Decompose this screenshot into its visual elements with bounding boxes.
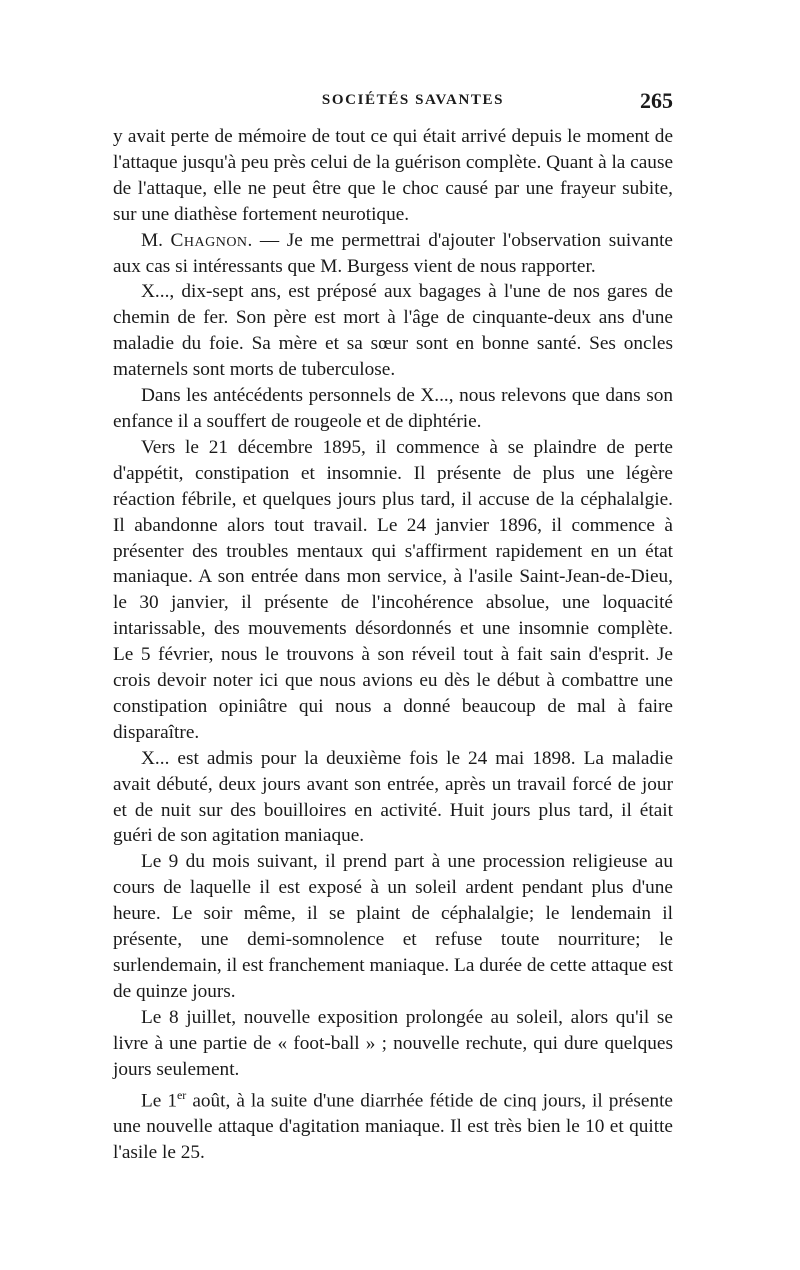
running-title: SOCIÉTÉS SAVANTES <box>321 92 505 108</box>
speaker-prefix: M. <box>141 229 171 251</box>
paragraph-6: X... est admis pour la deuxième fois le 24 mai 1898. La maladie avait débuté, deux jours avant son entrée, après un travail forcé de jour et de nuit sur des bouilloires en activité. Huit jours plus tard, il était guéri de son agitation maniaque. <box>113 747 673 847</box>
paragraph-8: Le 8 juillet, nouvelle exposition prolongée au soleil, alors qu'il se livre à une partie de « foot-ball » ; nouvelle rechute, qui dure quelques jours seulement. <box>113 1006 673 1080</box>
paragraph-2 <box>113 228 673 280</box>
paragraph-5: Vers le 21 décembre 1895, il commence à se plaindre de perte d'appétit, constipation et insomnie. Il présente de plus une légère réaction fébrile, et quelques jours plus tard, il accuse de la céphalalgie. Il abandonne alors tout travail. Le 24 janvier 1896, il commence à présenter des troubles mentaux qui s'affirment rapidement en un état maniaque. A son entrée dans mon service, à l'asile Saint-Jean-de-Dieu, le 30 janvier, il présente de l'incohérence absolue, une loquacité intarissable, des mouvements désordonnés et une insomnie complète. Le 5 février, nous le trouvons à son réveil tout à fait sain d'esprit. Je crois devoir noter ici que nous avions eu dès le début à combattre une constipation opiniâtre qui nous a donné beaucoup de mal à faire disparaître. <box>113 436 673 743</box>
paragraph-7: Le 9 du mois suivant, il prend part à une procession religieuse au cours de laquelle il est exposé à un soleil ardent pendant plus d'une heure. Le soir même, il se plaint de céphalalgie; le lendemain il présente, une demi-somnolence et refuse toute nourriture; le surlendemain, il est franchement maniaque. La durée de cette attaque est de quinze jours. <box>113 851 673 1002</box>
speaker-name: Chagnon <box>170 229 248 251</box>
running-head <box>113 88 673 118</box>
paragraph-1: y avait perte de mémoire de tout ce qui était arrivé depuis le moment de l'attaque jusqu'à peu près celui de la guérison complète. Quant à la cause de l'attaque, elle ne peut être que le choc causé par une frayeur subite, sur une diathèse fortement neurotique. <box>113 126 674 225</box>
paragraph-4: Dans les antécédents personnels de X..., nous relevons que dans son enfance il a souffert de rougeole et de diphtérie. <box>113 385 673 432</box>
paragraph-9-lead: Le 1 <box>141 1089 177 1111</box>
paragraph-9-text: août, à la suite d'une diarrhée fétide de cinq jours, il présente une nouvelle attaque d'agitation maniaque. Il est très bien le 10 et quitte l'asile le 25. <box>113 1089 673 1163</box>
paragraph-3: X..., dix-sept ans, est préposé aux bagages à l'une de nos gares de chemin de fer. Son père est mort à l'âge de cinquante-deux ans d'une maladie du foie. Sa mère et sa sœur sont en bonne santé. Ses oncles maternels sont morts de tuberculose. <box>113 281 673 381</box>
body-text <box>113 124 673 1166</box>
ordinal-superscript: er <box>176 1087 187 1102</box>
page-number: 265 <box>640 88 673 113</box>
paragraph-2-text: . — Je me permettrai d'ajouter l'observation suivante aux cas si intéressants que M. Burgess vient de nous rapporter. <box>113 229 673 277</box>
paragraph-9 <box>113 1083 673 1166</box>
